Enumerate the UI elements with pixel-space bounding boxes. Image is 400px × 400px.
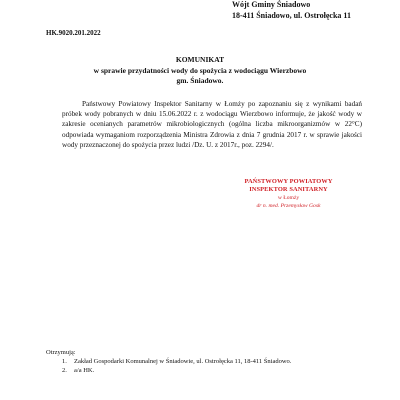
recipient-text: a/a HK. <box>74 367 95 374</box>
body-paragraph-text: Państwowy Powiatowy Inspektor Sanitarny w Łomży po zapoznaniu się z wynikami badań próbek wody pobranych w dniu 15.06.2022 r. z wodociągu Wierzbowo informuje, że jakość wody w zakresie ocenianych parametrów mikrobiologicznych (ogólna liczba mikroorganizmów w 22°C) odpowiada wymaganiom rozporządzenia Ministra Zdrowia z dnia 7 grudnia 2017 r. w sprawie jakości wody przeznaczonej do spożycia przez ludzi /Dz. U. z 2017r., poz. 2294/. <box>62 100 362 149</box>
official-stamp <box>216 178 361 211</box>
stamp-line-city: w Łomży <box>277 195 300 201</box>
recipient-number: 1. <box>62 358 67 365</box>
stamp-line-inspector: INSPEKTOR SANITARNY <box>249 186 328 193</box>
addressee-address: 18-411 Śniadowo, ul. Ostrołęcka 11 <box>232 11 351 20</box>
recipient-text: Zakład Gospodarki Komunalnej w Śniadowie, ul. Ostrołęcka 11, 18-411 Śniadowo. <box>74 358 292 365</box>
stamp-line-office: PAŃSTWOWY POWIATOWY <box>244 178 333 185</box>
document-subtitle: w sprawie przydatności wody do spożycia z wodociągu Wierzbowo <box>93 66 307 75</box>
body-paragraph <box>62 99 362 150</box>
document-subtitle-location: gm. Śniadowo. <box>176 76 224 85</box>
stamp-line-signatory: dr n. med. Przemysław Gosk <box>256 203 321 209</box>
reference-number: HK.9020.201.2022 <box>46 29 101 37</box>
addressee-name: Wójt Gminy Śniadowo <box>232 0 311 9</box>
document-title: KOMUNIKAT <box>175 55 225 64</box>
recipients-heading: Otrzymują: <box>46 349 76 356</box>
recipient-number: 2. <box>62 367 67 374</box>
